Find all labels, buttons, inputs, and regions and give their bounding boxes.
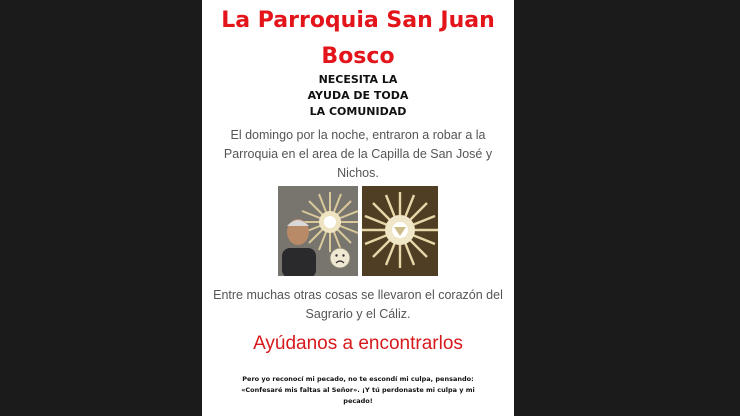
flyer-title-line2: Bosco [321,44,395,69]
priest-photo [278,186,358,276]
need-line3: LA COMUNIDAD [309,105,407,118]
verse-line3: pecado! [343,397,373,405]
sagrario-photo [362,186,438,276]
flyer-title-line1: La Parroquia San Juan [221,8,495,33]
sad-face-icon [330,248,350,268]
stolen-items-paragraph: Entre muchas otras cosas se llevaron el corazón del Sagrario y el Cáliz. [213,288,503,321]
priest-photo-art [278,186,358,276]
sagrario-photo-art [362,186,438,276]
flyer-page [202,0,514,416]
sunburst-large-icon [362,192,438,268]
need-line2: AYUDA DE TODA [307,89,409,102]
incident-paragraph: El domingo por la noche, entraron a robar a la Parroquia en el area de la Capilla de San José y Nichos. [223,128,493,180]
verse-line2: «Confesaré mis faltas al Señor». ¡Y tú perdonaste mi culpa y mi [241,386,475,394]
need-line1: NECESITA LA [318,73,398,86]
verse-line1: Pero yo reconocí mi pecado, no te escondí mi culpa, pensando: [242,375,474,383]
help-heading: Ayúdanos a encontrarlos [253,333,463,354]
